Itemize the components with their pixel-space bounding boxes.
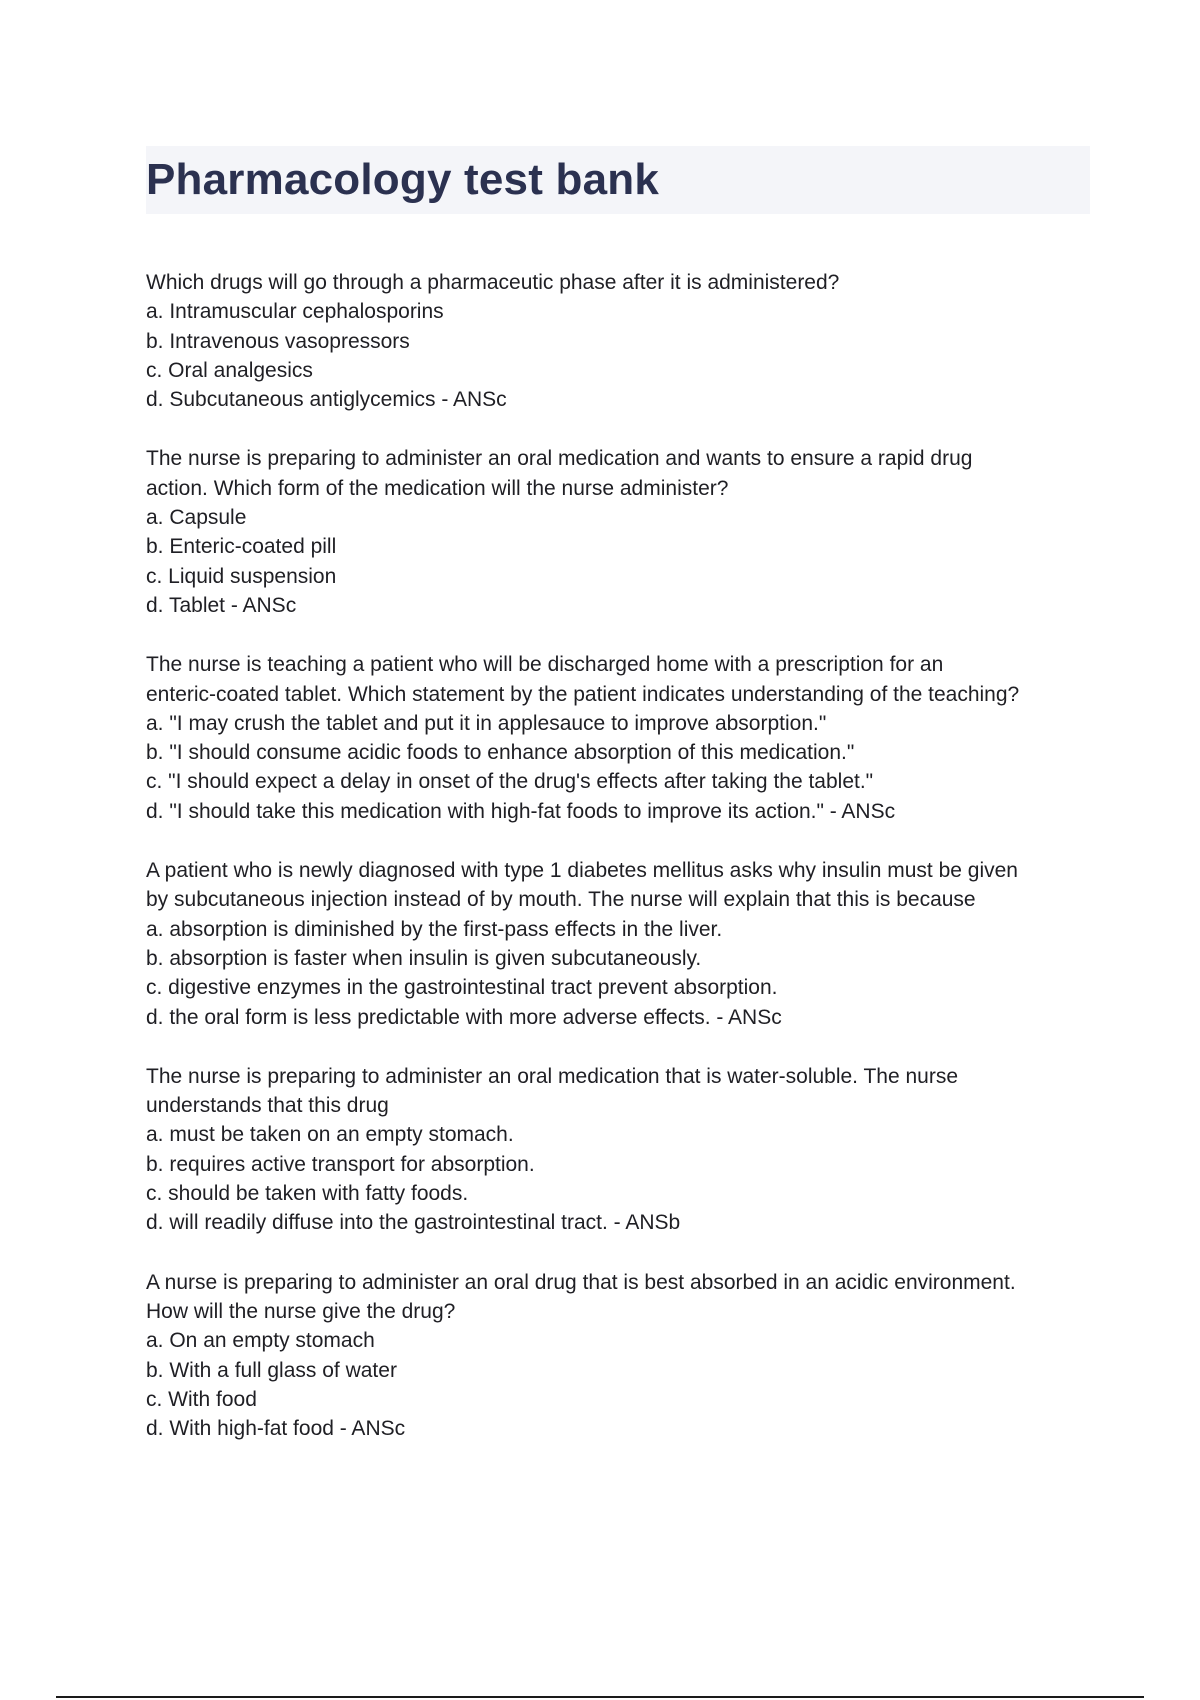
- answer-option: a. Capsule: [146, 506, 247, 530]
- question-stem-line: How will the nurse give the drug?: [146, 1299, 456, 1323]
- answer-option: a. On an empty stomach: [146, 1329, 375, 1353]
- answer-option: a. absorption is diminished by the first-pass effects in the liver.: [146, 917, 723, 941]
- answer-option: c. digestive enzymes in the gastrointestinal tract prevent absorption.: [146, 976, 778, 1000]
- answer-option: d. Tablet - ANSc: [146, 593, 297, 617]
- question-block: [146, 1062, 1106, 1238]
- answer-option: c. Liquid suspension: [146, 564, 337, 588]
- question-block: [146, 268, 1106, 414]
- answer-option: a. must be taken on an empty stomach.: [146, 1123, 514, 1147]
- answer-option: b. "I should consume acidic foods to enhance absorption of this medication.": [146, 741, 855, 765]
- question-stem-line: by subcutaneous injection instead of by mouth. The nurse will explain that this is because: [146, 888, 976, 912]
- answer-option: a. Intramuscular cephalosporins: [146, 300, 444, 324]
- answer-option: c. Oral analgesics: [146, 358, 313, 382]
- answer-option: b. Enteric-coated pill: [146, 535, 337, 559]
- answer-option: b. absorption is faster when insulin is given subcutaneously.: [146, 946, 702, 970]
- question-stem-line: A patient who is newly diagnosed with type 1 diabetes mellitus asks why insulin must be given: [146, 859, 1018, 883]
- title-banner: [146, 146, 1090, 214]
- question-stem-line: A nurse is preparing to administer an oral drug that is best absorbed in an acidic environment.: [146, 1270, 1016, 1294]
- question-list: [146, 268, 1106, 1473]
- answer-option: b. Intravenous vasopressors: [146, 329, 410, 353]
- question-stem-line: The nurse is teaching a patient who will be discharged home with a prescription for an: [146, 653, 944, 677]
- question-stem-line: The nurse is preparing to administer an oral medication and wants to ensure a rapid drug: [146, 447, 973, 471]
- answer-option: b. With a full glass of water: [146, 1358, 397, 1382]
- question-stem-line: understands that this drug: [146, 1094, 389, 1118]
- question-stem-line: enteric-coated tablet. Which statement by the patient indicates understanding of the teaching?: [146, 682, 1020, 706]
- question-block: [146, 856, 1106, 1032]
- question-block: [146, 444, 1106, 620]
- answer-option: d. Subcutaneous antiglycemics - ANSc: [146, 388, 507, 412]
- answer-option: d. "I should take this medication with high-fat foods to improve its action." - ANSc: [146, 799, 896, 823]
- question-block: [146, 1268, 1106, 1444]
- question-stem-line: The nurse is preparing to administer an oral medication that is water-soluble. The nurse: [146, 1064, 959, 1088]
- answer-option: a. "I may crush the tablet and put it in applesauce to improve absorption.": [146, 711, 827, 735]
- answer-option: d. the oral form is less predictable with more adverse effects. - ANSc: [146, 1005, 782, 1029]
- question-stem-line: Which drugs will go through a pharmaceutic phase after it is administered?: [146, 271, 840, 294]
- answer-option: c. "I should expect a delay in onset of the drug's effects after taking the tablet.": [146, 770, 874, 794]
- question-stem-line: action. Which form of the medication will the nurse administer?: [146, 476, 729, 500]
- answer-option: b. requires active transport for absorption.: [146, 1152, 535, 1176]
- footer-divider: [56, 1696, 1144, 1698]
- question-block: [146, 650, 1106, 826]
- answer-option: c. should be taken with fatty foods.: [146, 1182, 469, 1206]
- answer-option: c. With food: [146, 1387, 257, 1411]
- answer-option: d. will readily diffuse into the gastrointestinal tract. - ANSb: [146, 1211, 681, 1235]
- answer-option: d. With high-fat food - ANSc: [146, 1417, 406, 1441]
- page-title: Pharmacology test bank: [146, 155, 659, 204]
